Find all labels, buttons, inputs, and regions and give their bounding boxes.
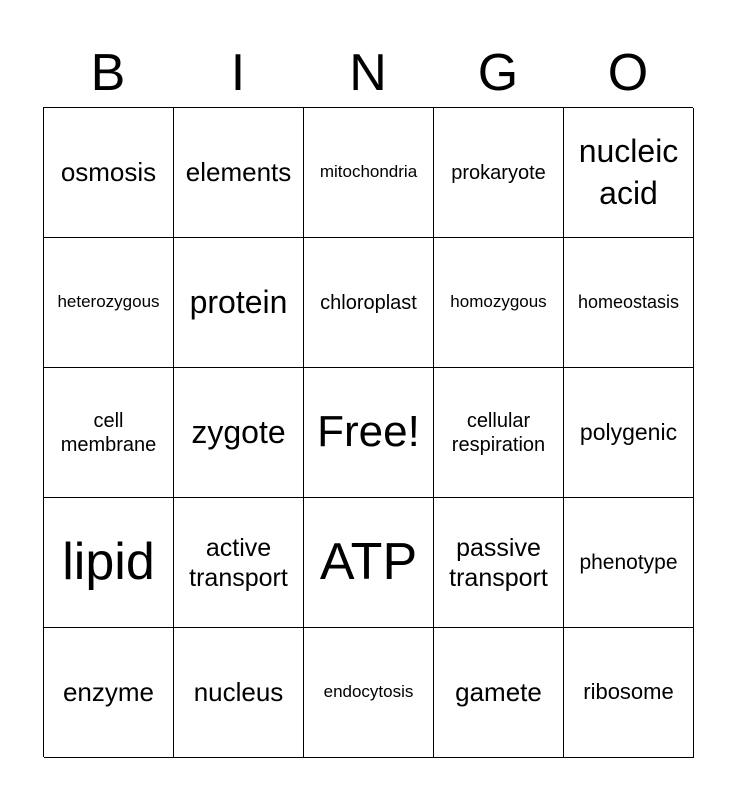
cell-text: osmosis bbox=[60, 156, 157, 187]
cell-text: phenotype bbox=[579, 550, 678, 574]
bingo-cell[interactable] bbox=[434, 108, 564, 238]
cell-text: active transport bbox=[189, 533, 288, 592]
bingo-cell[interactable] bbox=[44, 238, 174, 368]
bingo-cell[interactable] bbox=[564, 498, 694, 628]
cell-text: chloroplast bbox=[320, 291, 417, 314]
cell-text: protein bbox=[189, 284, 288, 321]
bingo-cell[interactable] bbox=[44, 628, 174, 758]
cell-text: homozygous bbox=[450, 292, 547, 312]
cell-text: passive transport bbox=[449, 533, 548, 592]
cell-text: prokaryote bbox=[451, 161, 546, 184]
bingo-cell[interactable] bbox=[174, 628, 304, 758]
cell-text: polygenic bbox=[579, 418, 678, 445]
cell-text: nucleus bbox=[193, 676, 284, 707]
bingo-cell[interactable] bbox=[304, 628, 434, 758]
bingo-cell[interactable] bbox=[434, 238, 564, 368]
bingo-cell[interactable] bbox=[174, 238, 304, 368]
bingo-cell[interactable] bbox=[434, 628, 564, 758]
cell-text: ribosome bbox=[583, 679, 674, 705]
header-letter-n: N bbox=[349, 44, 387, 102]
cell-text: enzyme bbox=[62, 676, 155, 707]
bingo-cell[interactable] bbox=[174, 108, 304, 238]
cell-text: endocytosis bbox=[323, 682, 414, 702]
bingo-board bbox=[43, 107, 693, 757]
cell-text: homeostasis bbox=[577, 291, 680, 312]
bingo-cell[interactable] bbox=[434, 368, 564, 498]
bingo-cell[interactable] bbox=[564, 108, 694, 238]
header-letter-b: B bbox=[90, 44, 126, 102]
header-letter-o: O bbox=[607, 44, 649, 102]
bingo-cell[interactable] bbox=[44, 368, 174, 498]
bingo-cell[interactable] bbox=[44, 498, 174, 628]
bingo-cell[interactable] bbox=[564, 628, 694, 758]
bingo-cell[interactable] bbox=[564, 238, 694, 368]
bingo-cell[interactable] bbox=[304, 498, 434, 628]
bingo-cell[interactable] bbox=[304, 238, 434, 368]
cell-text: gamete bbox=[455, 676, 542, 707]
free-space-text: Free! bbox=[317, 407, 420, 457]
cell-text: cell membrane bbox=[60, 409, 157, 456]
bingo-cell[interactable] bbox=[174, 368, 304, 498]
cell-text: mitochondria bbox=[319, 162, 418, 182]
cell-text: elements bbox=[185, 156, 292, 187]
bingo-cell[interactable] bbox=[174, 498, 304, 628]
free-space-cell[interactable] bbox=[304, 368, 434, 498]
bingo-cell[interactable] bbox=[304, 108, 434, 238]
header-letter-g: G bbox=[477, 44, 519, 102]
header-letter-i: I bbox=[230, 44, 246, 102]
cell-text: nucleic acid bbox=[578, 132, 679, 211]
bingo-header bbox=[43, 40, 693, 106]
bingo-cell[interactable] bbox=[434, 498, 564, 628]
cell-text: cellular respiration bbox=[451, 409, 546, 456]
cell-text: zygote bbox=[191, 414, 286, 451]
cell-text: lipid bbox=[62, 533, 155, 592]
bingo-cell[interactable] bbox=[564, 368, 694, 498]
bingo-cell[interactable] bbox=[44, 108, 174, 238]
cell-text: ATP bbox=[319, 533, 418, 592]
cell-text: heterozygous bbox=[57, 292, 160, 312]
